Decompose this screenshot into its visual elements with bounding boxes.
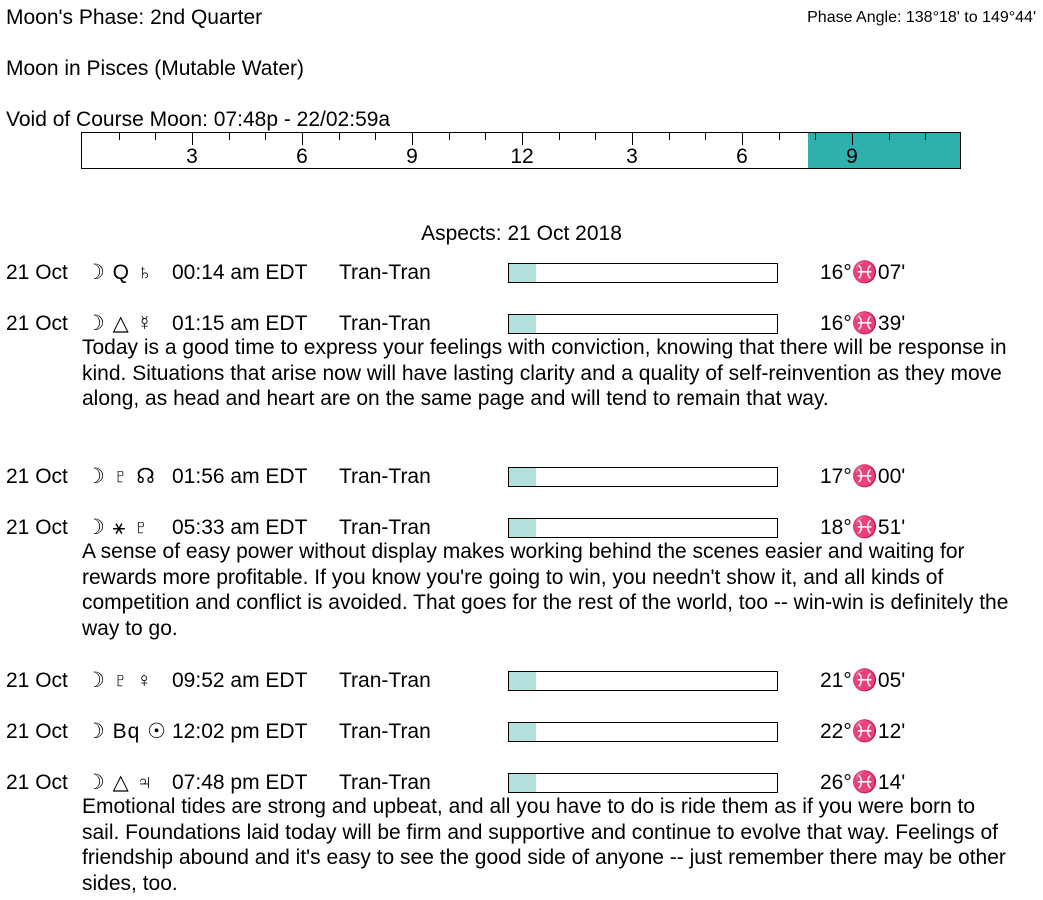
void-of-course-fill <box>808 133 961 168</box>
aspect-type: Tran-Tran <box>339 771 431 794</box>
timeline-tick <box>742 133 743 145</box>
aspect-position: 26°♓14' <box>820 771 906 794</box>
aspect-position: 17°♓00' <box>820 465 906 488</box>
timeline-tick <box>925 133 926 140</box>
moon-phase: Moon's Phase: 2nd Quarter <box>6 6 263 29</box>
timeline-tick <box>449 133 450 140</box>
aspect-date: 21 Oct <box>6 312 68 335</box>
timeline-tick <box>265 133 266 140</box>
aspect-strength-fill <box>509 774 536 792</box>
aspect-glyphs: ☽ △ ☿ <box>86 312 154 335</box>
aspect-date: 21 Oct <box>6 720 68 743</box>
timeline-tick <box>412 133 413 145</box>
timeline-tick <box>669 133 670 140</box>
aspect-strength-fill <box>509 519 536 537</box>
aspect-time: 01:56 am EDT <box>172 465 308 488</box>
timeline-hour-label: 6 <box>736 145 748 168</box>
aspect-strength-meter <box>508 314 778 334</box>
aspect-strength-fill <box>509 468 536 486</box>
aspect-date: 21 Oct <box>6 771 68 794</box>
aspect-glyphs: ☽ △ ♃ <box>86 771 154 794</box>
timeline-hour-label: 12 <box>510 145 534 168</box>
timeline-tick <box>889 133 890 140</box>
timeline-tick <box>632 133 633 145</box>
timeline-tick <box>522 133 523 145</box>
aspect-description: Emotional tides are strong and upbeat, and all you have to do is ride them as if you were born to sail. Foundations laid today will be firm and supportive and continue to evolve that way. Feelings of friendship abound and it's easy to see the good side of anyone -- just remember there may be other sides, too. <box>82 795 1006 895</box>
aspect-strength-meter <box>508 722 778 742</box>
aspect-type: Tran-Tran <box>339 720 431 743</box>
timeline-tick <box>485 133 486 140</box>
void-of-course-timeline <box>81 132 961 169</box>
aspect-time: 12:02 pm EDT <box>172 720 308 743</box>
timeline-tick <box>852 133 853 145</box>
timeline-tick <box>815 133 816 140</box>
aspect-strength-fill <box>509 672 536 690</box>
aspect-date: 21 Oct <box>6 516 68 539</box>
aspect-strength-fill <box>509 315 536 333</box>
aspect-strength-meter <box>508 518 778 538</box>
timeline-tick <box>192 133 193 145</box>
aspect-glyphs: ☽ Q ♄ <box>86 261 154 284</box>
aspect-strength-fill <box>509 723 536 741</box>
aspect-row <box>0 719 1043 745</box>
timeline-tick <box>155 133 156 140</box>
aspect-position: 21°♓05' <box>820 669 906 692</box>
timeline-tick <box>559 133 560 140</box>
aspect-date: 21 Oct <box>6 669 68 692</box>
aspect-position: 16°♓07' <box>820 261 906 284</box>
aspect-row <box>0 770 1043 796</box>
aspect-type: Tran-Tran <box>339 312 431 335</box>
aspect-strength-fill <box>509 264 536 282</box>
timeline-tick <box>375 133 376 140</box>
aspect-description: Today is a good time to express your feelings with conviction, knowing that there will be response in kind. Situations that arise now will have lasting clarity and a quality of self-reinvention as they move along, as head and heart are on the same page and will tend to remain that way. <box>82 336 1007 410</box>
void-of-course: Void of Course Moon: 07:48p - 22/02:59a <box>6 108 391 131</box>
aspect-strength-meter <box>508 773 778 793</box>
aspect-glyphs: ☽ Bq ☉ <box>86 720 168 743</box>
timeline-tick <box>595 133 596 140</box>
timeline-hour-label: 3 <box>626 145 638 168</box>
aspect-type: Tran-Tran <box>339 261 431 284</box>
aspect-glyphs: ☽ ♇ ♀ <box>86 669 153 692</box>
timeline-hour-label: 6 <box>296 145 308 168</box>
aspect-date: 21 Oct <box>6 261 68 284</box>
timeline-tick <box>339 133 340 140</box>
aspect-position: 22°♓12' <box>820 720 906 743</box>
aspect-row <box>0 311 1043 337</box>
aspect-row <box>0 464 1043 490</box>
timeline-tick <box>119 133 120 140</box>
aspect-time: 00:14 am EDT <box>172 261 308 284</box>
aspect-row <box>0 515 1043 541</box>
aspect-type: Tran-Tran <box>339 516 431 539</box>
aspect-type: Tran-Tran <box>339 465 431 488</box>
aspect-time: 07:48 pm EDT <box>172 771 308 794</box>
phase-angle: Phase Angle: 138°18' to 149°44' <box>807 9 1036 26</box>
aspect-position: 16°♓39' <box>820 312 906 335</box>
aspect-glyphs: ☽ ⚹ ♇ <box>86 516 150 539</box>
aspect-glyphs: ☽ ♇ ☊ <box>86 465 156 488</box>
aspects-title: Aspects: 21 Oct 2018 <box>421 222 622 245</box>
timeline-tick <box>705 133 706 140</box>
timeline-hour-label: 3 <box>186 145 198 168</box>
aspect-time: 09:52 am EDT <box>172 669 308 692</box>
aspect-row <box>0 668 1043 694</box>
aspect-strength-meter <box>508 263 778 283</box>
aspect-type: Tran-Tran <box>339 669 431 692</box>
timeline-hour-label: 9 <box>846 145 858 168</box>
aspect-description: A sense of easy power without display makes working behind the scenes easier and waiting for rewards more profitable. If you know you're going to win, you needn't show it, and all kinds of competition and conflict is avoided. That goes for the rest of the world, too -- win-win is definitely the way to go. <box>82 540 1009 640</box>
timeline-tick <box>302 133 303 145</box>
aspect-time: 01:15 am EDT <box>172 312 308 335</box>
timeline-tick <box>779 133 780 140</box>
moon-sign: Moon in Pisces (Mutable Water) <box>6 57 304 80</box>
timeline-tick <box>229 133 230 140</box>
aspect-date: 21 Oct <box>6 465 68 488</box>
aspect-time: 05:33 am EDT <box>172 516 308 539</box>
timeline-hour-label: 9 <box>406 145 418 168</box>
aspect-strength-meter <box>508 467 778 487</box>
aspect-strength-meter <box>508 671 778 691</box>
aspect-row <box>0 260 1043 286</box>
aspect-position: 18°♓51' <box>820 516 906 539</box>
